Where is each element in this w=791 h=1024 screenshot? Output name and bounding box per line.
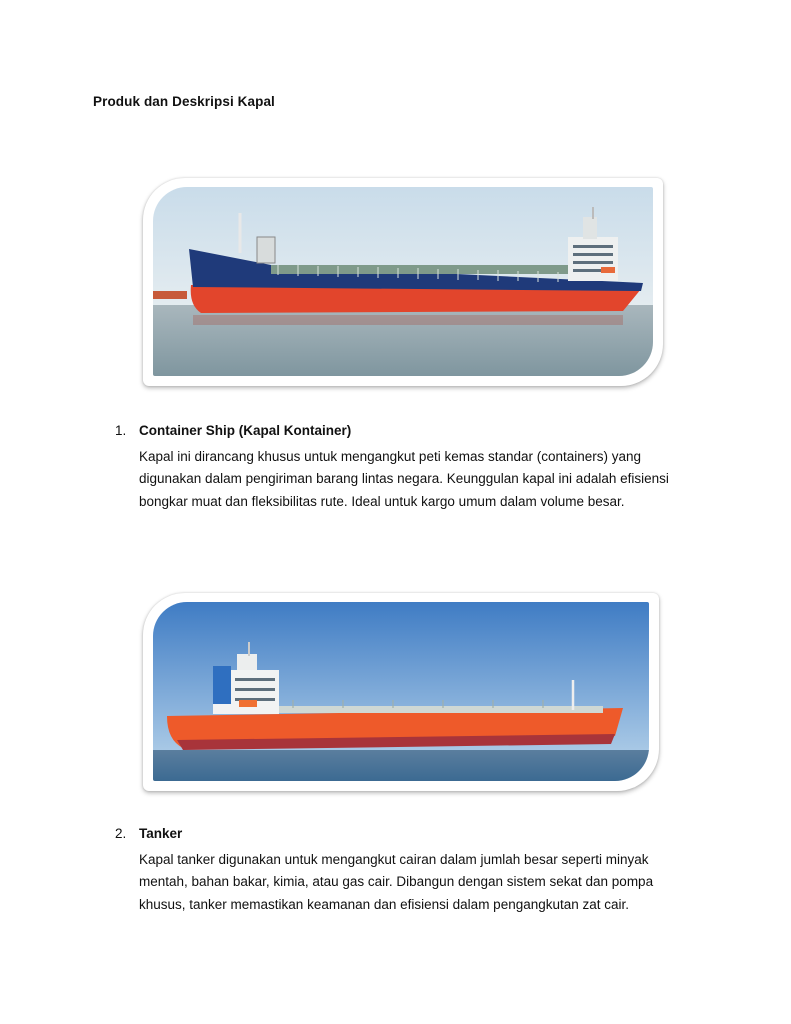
container-ship-image-frame [143, 178, 663, 386]
container-ship-photo [153, 187, 653, 376]
tanker-image-frame [143, 593, 659, 791]
list-number: 1. [115, 423, 127, 438]
page-title: Produk dan Deskripsi Kapal [93, 94, 275, 109]
item-description: Kapal tanker digunakan untuk mengangkut cairan dalam jumlah besar seperti minyak mentah, bahan bakar, kimia, atau gas cair. Dibangun dengan sistem sekat dan pompa khusus, tanker memastikan keamanan dan efisiensi dalam pengangkutan zat cair. [139, 852, 654, 912]
list-number: 2. [115, 826, 127, 841]
tanker-ship-photo [153, 602, 649, 781]
item-description: Kapal ini dirancang khusus untuk mengangkut peti kemas standar (containers) yang digunakan dalam pengiriman barang lintas negara. Keunggulan kapal ini adalah efisiensi bongkar muat dan fleksibilitas rute. Ideal untuk kargo umum dalam volume besar. [139, 449, 669, 509]
item-title: Container Ship (Kapal Kontainer) [139, 423, 352, 438]
item-title: Tanker [139, 826, 183, 841]
